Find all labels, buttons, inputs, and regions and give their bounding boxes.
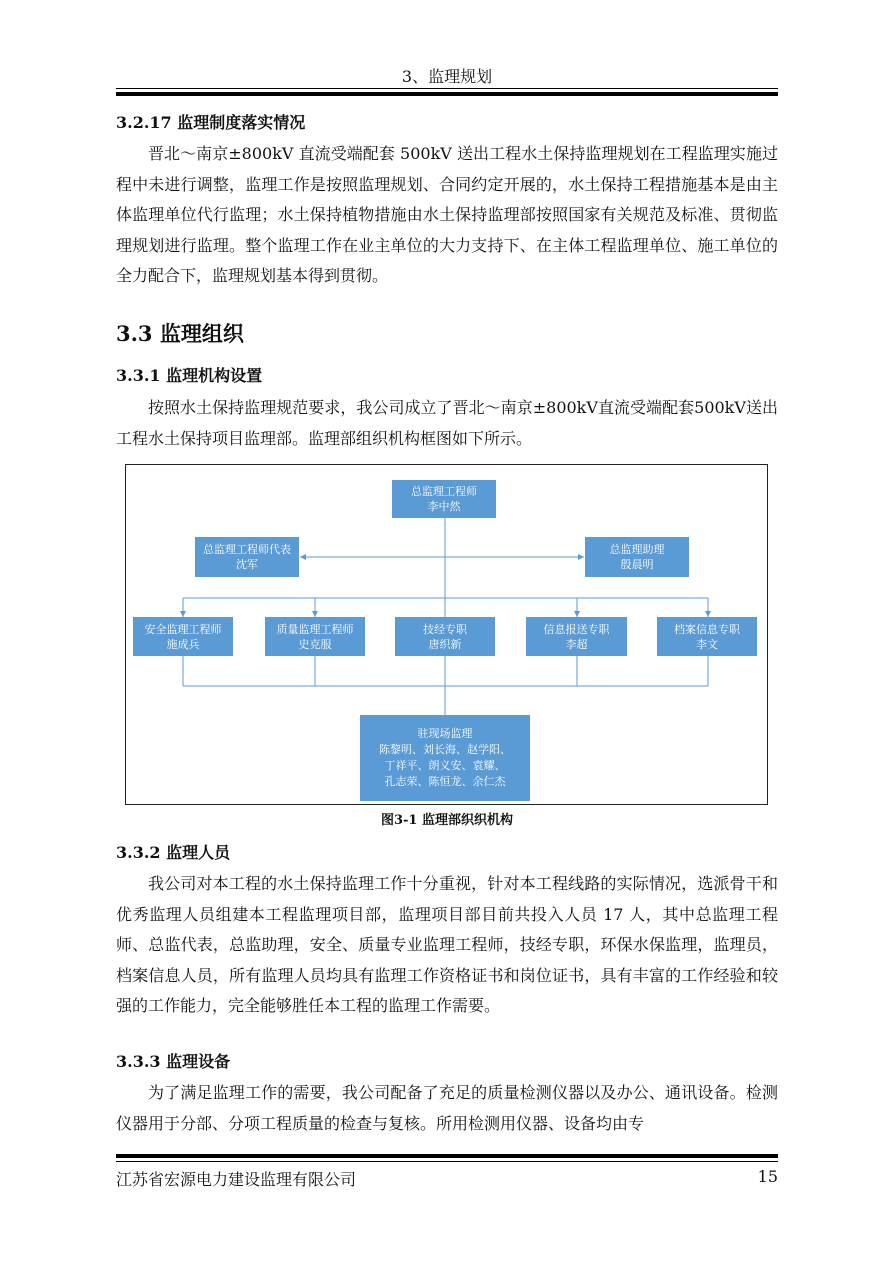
footer-company-name: 江苏省宏源电力建设监理有限公司 <box>116 1170 357 1189</box>
org-box-role: 总监理工程师代表 <box>203 543 291 556</box>
org-box-chief-supervisor <box>392 480 496 518</box>
org-box-name: 沈军 <box>236 558 258 571</box>
org-box-name: 唐织新 <box>428 637 462 651</box>
org-box-role: 安全监理工程师 <box>144 622 222 636</box>
org-box-role: 总监理工程师 <box>411 485 477 498</box>
org-box-role: 技经专职 <box>423 622 467 636</box>
org-box-name: 史克服 <box>298 637 332 651</box>
org-box-archive-information <box>657 617 757 656</box>
org-box-quality-engineer <box>265 617 365 656</box>
org-box-role: 信息报送专职 <box>543 622 610 636</box>
org-box-name: 施成兵 <box>166 637 200 651</box>
org-box-safety-engineer <box>133 617 233 656</box>
footer-rule-thick <box>116 1154 778 1158</box>
org-box-site-supervisors <box>360 715 530 801</box>
section-heading-3-3-2: 3.3.2 监理人员 <box>116 843 231 862</box>
org-box-name: 李中然 <box>427 500 461 513</box>
org-box-names-line: 丁祥平、朗义安、袁耀、 <box>384 759 506 772</box>
section-heading-3-3-3: 3.3.3 监理设备 <box>116 1052 231 1071</box>
figure-caption: 图3-1 监理部织织机构 <box>380 813 513 828</box>
org-box-name: 殷晨明 <box>620 558 654 571</box>
section-paragraph-3-3-1: 按照水土保持监理规范要求，我公司成立了晋北～南京±800kV直流受端配套500kV送出工程水土保持项目监理部。监理部组织机构框图如下所示。 <box>116 398 778 448</box>
section-paragraph-3-2-17: 晋北～南京±800kV 直流受端配套 500kV 送出工程水土保持监理规划在工程监理实施过程中未进行调整，监理工作是按照监理规划、合同约定开展的，水土保持工程措施基本是由主体监理单位代行监理；水土保持植物措施由水土保持监理部按照国家有关规范及标准、贯彻监理规划进行监理。整个监理工作在业主单位的大力支持下、在主体工程监理单位、施工单位的全力配合下，监理规划基本得到贯彻。 <box>116 144 778 286</box>
org-box-information-reporting <box>526 617 627 656</box>
page-header-title: 3、监理规划 <box>401 67 493 86</box>
section-heading-3-3: 3.3 监理组织 <box>116 321 244 346</box>
org-box-role: 质量监理工程师 <box>276 622 354 636</box>
org-box-name: 李超 <box>565 637 588 651</box>
footer-rule-thin <box>116 1161 778 1162</box>
footer-page-number: 15 <box>757 1167 778 1186</box>
section-heading-3-3-1: 3.3.1 监理机构设置 <box>116 366 263 385</box>
section-paragraph-3-3-2: 我公司对本工程的水土保持监理工作十分重视，针对本工程线路的实际情况，选派骨干和优秀监理人员组建本工程监理项目部，监理项目部目前共投入人员 17 人，其中总监理工程师、总监代表，总监助理，安全、质量专业监理工程师，技经专职，环保水保监理，监理员，档案信息人员，所有监理人员均具有监理工作资格证书和岗位证书，具有丰富的工作经验和较强的工作能力，完全能够胜任本工程的监理工作需要。 <box>116 874 778 1016</box>
org-box-assistant <box>585 537 689 577</box>
section-paragraph-3-3-3: 为了满足监理工作的需要，我公司配备了充足的质量检测仪器以及办公、通讯设备。检测仪器用于分部、分项工程质量的检查与复核。所用检测用仪器、设备均由专 <box>116 1083 778 1133</box>
section-heading-3-2-17: 3.2.17 监理制度落实情况 <box>116 113 306 132</box>
org-box-names-line: 陈黎明、刘长海、赵学阳、 <box>379 743 511 756</box>
org-box-role: 档案信息专职 <box>674 622 740 636</box>
org-box-technical-economic <box>395 617 495 656</box>
org-box-names-line: 孔志荣、陈恒龙、余仁杰 <box>384 775 506 788</box>
org-box-role: 总监理助理 <box>609 543 665 556</box>
org-box-deputy <box>195 537 299 577</box>
org-box-name: 李文 <box>696 637 718 651</box>
org-box-role: 驻现场监理 <box>417 727 473 740</box>
